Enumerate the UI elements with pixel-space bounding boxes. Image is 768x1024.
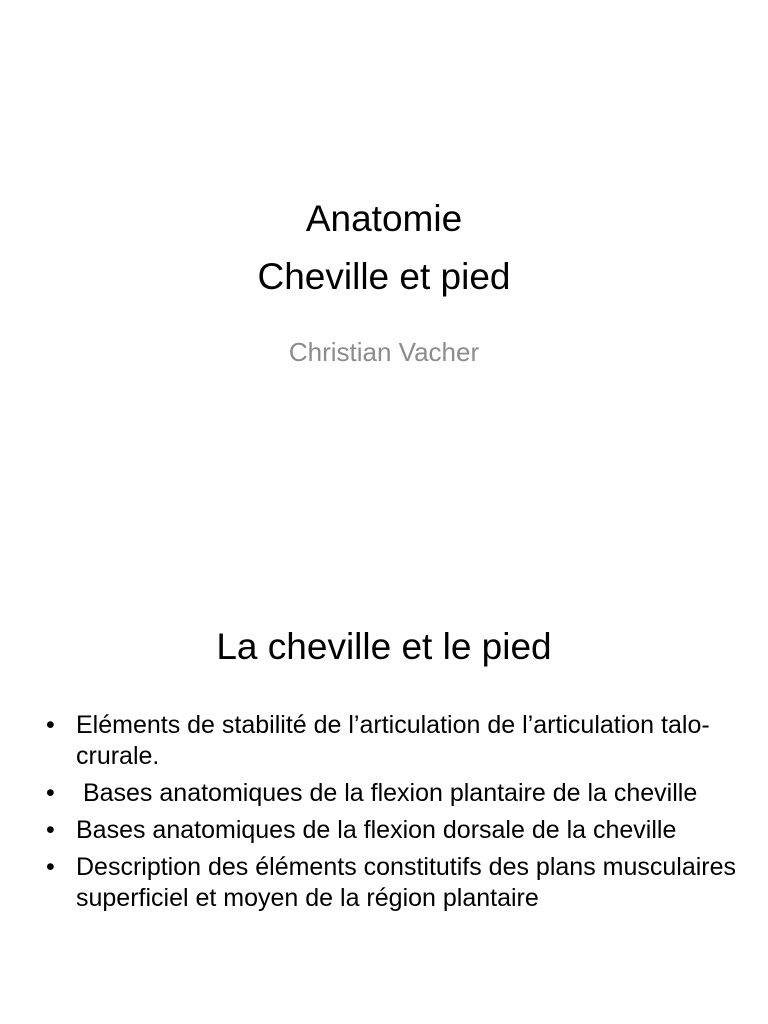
content-slide: [0, 576, 768, 1024]
list-item: [40, 778, 740, 809]
list-item-text: Bases anatomiques de la flexion dorsale de la cheville: [76, 816, 677, 844]
presentation-title: [0, 190, 768, 306]
list-item-text: Bases anatomiques de la flexion plantaire de la cheville: [76, 779, 698, 807]
bullet-list: [40, 710, 740, 920]
list-item: [40, 852, 740, 914]
title-line-1: Anatomie: [305, 198, 463, 239]
bullet-icon: •: [46, 853, 55, 881]
bullet-icon: •: [46, 816, 55, 844]
author-name: Christian Vacher: [288, 337, 480, 367]
bullet-icon: •: [46, 779, 55, 807]
title-line-2: Cheville et pied: [257, 256, 511, 297]
list-item-text: Eléments de stabilité de l’articulation de l’articulation talo-crurale.: [76, 711, 710, 770]
list-item: [40, 815, 740, 846]
slide-title: La cheville et le pied: [216, 626, 552, 667]
bullet-icon: •: [46, 711, 55, 739]
list-item-text: Description des éléments constitutifs des plans musculaires superficiel et moyen de la région plantaire: [76, 853, 737, 912]
list-item: [40, 710, 740, 772]
